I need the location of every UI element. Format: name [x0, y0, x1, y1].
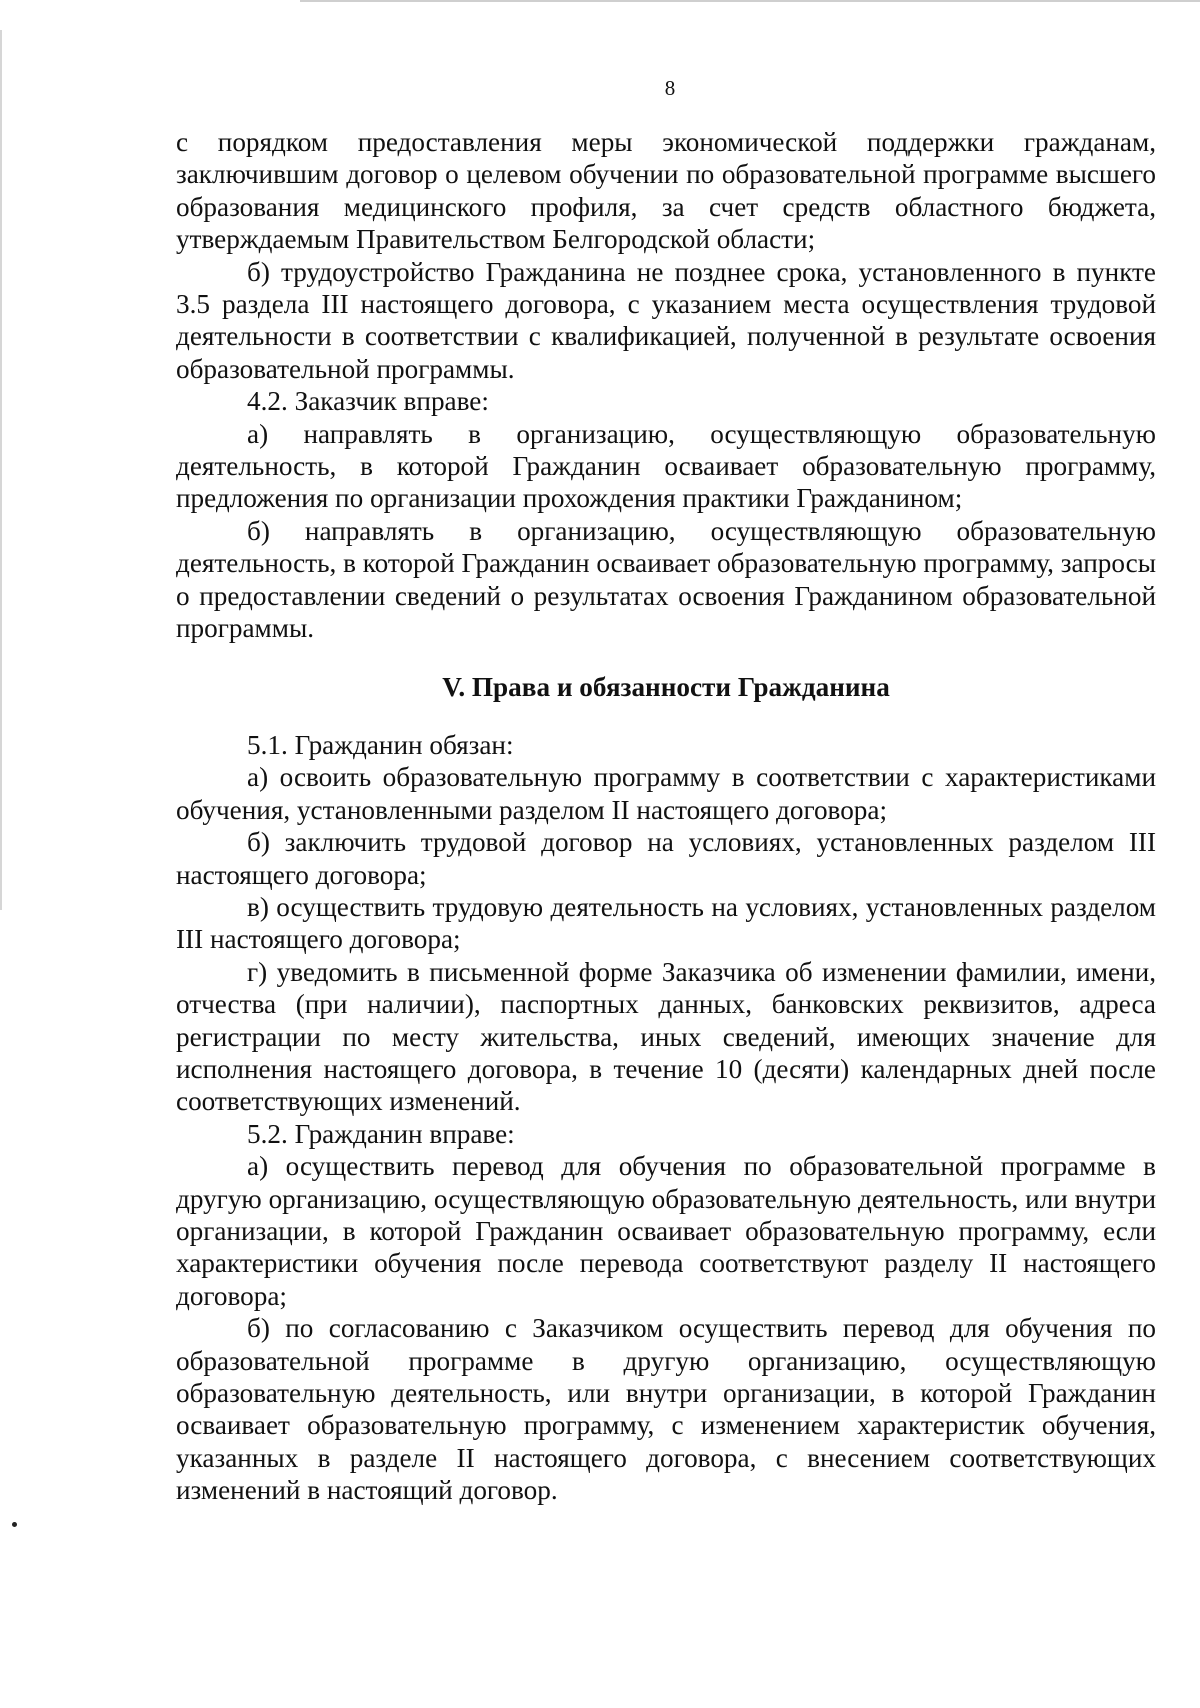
- paragraph-4-2-b: б) направлять в организацию, осуществляющую образовательную деятельность, в которой Гражданин осваивает образовательную программу, запросы о предоставлении сведений о результатах освоения Гражданином образовательной программы.: [176, 515, 1156, 644]
- paragraph-4-1-b: б) трудоустройство Гражданина не позднее срока, установленного в пункте 3.5 раздела III настоящего договора, с указанием места осуществления трудовой деятельности в соответствии с квалификацией, полученной в результате освоения образовательной программы.: [176, 256, 1156, 384]
- paragraph-5-1-d: г) уведомить в письменной форме Заказчика об изменении фамилии, имени, отчества (при наличии), паспортных данных, банковских реквизитов, адреса регистрации по месту жительства, иных сведений, имеющих значение для исполнения настоящего договора, в течение 10 (десяти) календарных дней после соответствующих изменений.: [176, 956, 1156, 1117]
- paragraph-continuation: с порядком предоставления меры экономической поддержки гражданам, заключившим договор о целевом обучении по образовательной программе высшего образования медицинского профиля, за счет средств областного бюджета, утверждаемым Правительством Белгородской области;: [176, 127, 1156, 255]
- page-number: 8: [664, 76, 676, 100]
- paragraph-5-2-b: б) по согласованию с Заказчиком осуществить перевод для обучения по образовательной программе в другую организацию, осуществляющую образовательную деятельность, или внутри организации, в которой Гражданин осваивает образовательную программу, с изменением характеристик обучения, указанных в разделе II настоящего договора, с внесением соответствующих изменений в настоящий договор.: [176, 1313, 1156, 1506]
- paragraph-5-2-a: а) осуществить перевод для обучения по образовательной программе в другую организацию, осуществляющую образовательную деятельность, или внутри организации, в которой Гражданин осваивает образовательную программу, если характеристики обучения после перевода соответствуют разделу II настоящего договора;: [176, 1151, 1156, 1311]
- scan-speck: [12, 1522, 17, 1527]
- paragraph-5-1-a: а) освоить образовательную программу в соответствии с характеристиками обучения, установленными разделом II настоящего договора;: [176, 762, 1156, 825]
- paragraph-5-2: 5.2. Гражданин вправе:: [247, 1118, 515, 1149]
- scan-edge-top: [300, 0, 1200, 2]
- scan-edge-left: [0, 30, 2, 910]
- paragraph-5-1-c: в) осуществить трудовую деятельность на условиях, установленных разделом III настоящего договора;: [176, 891, 1156, 955]
- document-body: [176, 126, 1156, 1507]
- paragraph-4-2-a: а) направлять в организацию, осуществляющую образовательную деятельность, в которой Гражданин осваивает образовательную программу, предложения по организации прохождения практики Гражданином;: [176, 418, 1156, 514]
- paragraph-5-1-b: б) заключить трудовой договор на условиях, установленных разделом III настоящего договора;: [176, 827, 1156, 890]
- paragraph-4-2: 4.2. Заказчик вправе:: [247, 386, 489, 417]
- paragraph-5-1: 5.1. Гражданин обязан:: [247, 729, 514, 760]
- section-heading: V. Права и обязанности Гражданина: [442, 671, 890, 702]
